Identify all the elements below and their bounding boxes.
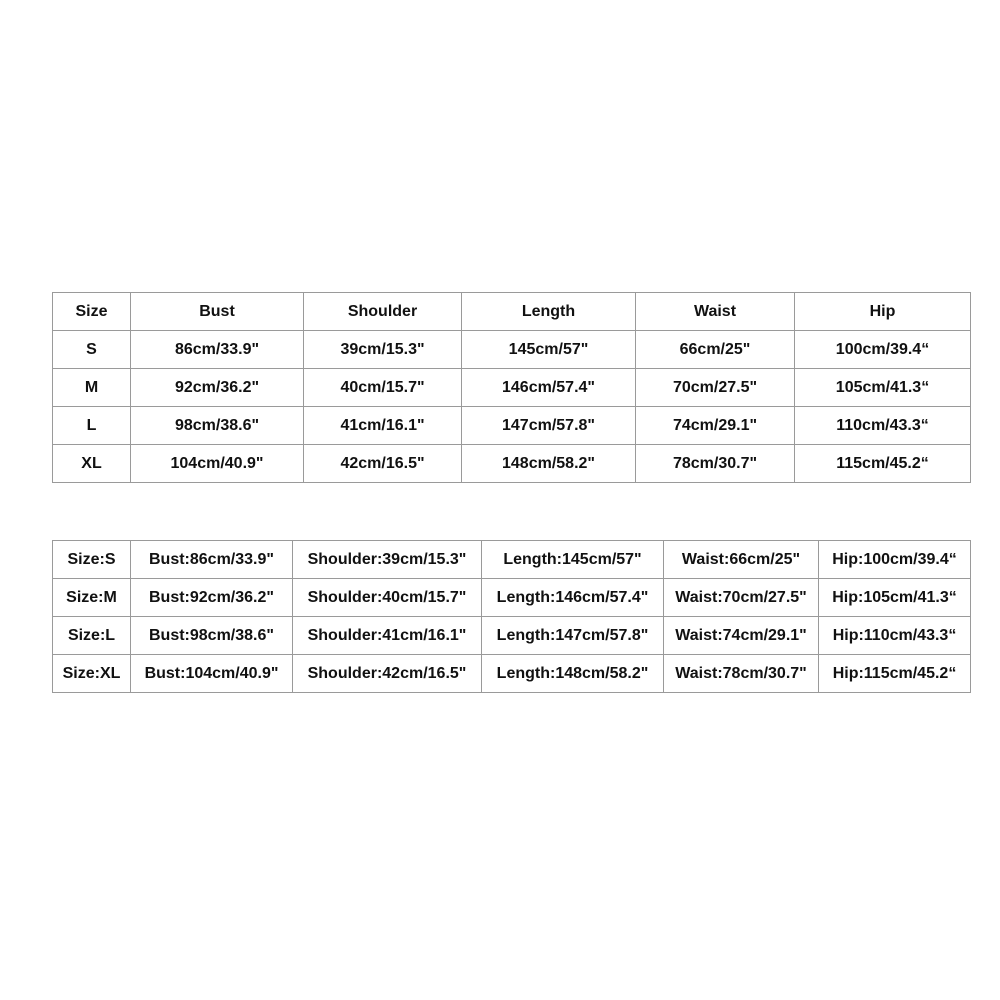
waist-cell: 70cm/27.5" (636, 369, 795, 407)
table-row (53, 655, 971, 693)
length-cell: 148cm/58.2" (462, 445, 636, 483)
header-waist: Waist (636, 293, 795, 331)
size-cell: Size:S (53, 541, 131, 579)
table-row (53, 541, 971, 579)
header-bust: Bust (131, 293, 304, 331)
table-row (53, 579, 971, 617)
size-cell: Size:XL (53, 655, 131, 693)
shoulder-cell: 42cm/16.5" (304, 445, 462, 483)
bust-cell: Bust:98cm/38.6" (131, 617, 293, 655)
length-cell: 145cm/57" (462, 331, 636, 369)
waist-cell: Waist:74cm/29.1" (664, 617, 819, 655)
table-row (53, 369, 971, 407)
header-hip: Hip (795, 293, 971, 331)
hip-cell: Hip:100cm/39.4“ (819, 541, 971, 579)
table-row (53, 407, 971, 445)
shoulder-cell: Shoulder:42cm/16.5" (293, 655, 482, 693)
size-cell: Size:L (53, 617, 131, 655)
waist-cell: 74cm/29.1" (636, 407, 795, 445)
hip-cell: Hip:105cm/41.3“ (819, 579, 971, 617)
bust-cell: 104cm/40.9" (131, 445, 304, 483)
size-cell: XL (53, 445, 131, 483)
hip-cell: Hip:115cm/45.2“ (819, 655, 971, 693)
size-cell: M (53, 369, 131, 407)
length-cell: Length:148cm/58.2" (482, 655, 664, 693)
length-cell: 147cm/57.8" (462, 407, 636, 445)
length-cell: Length:146cm/57.4" (482, 579, 664, 617)
bust-cell: Bust:92cm/36.2" (131, 579, 293, 617)
bust-cell: Bust:104cm/40.9" (131, 655, 293, 693)
length-cell: 146cm/57.4" (462, 369, 636, 407)
header-size: Size (53, 293, 131, 331)
shoulder-cell: 39cm/15.3" (304, 331, 462, 369)
hip-cell: 105cm/41.3“ (795, 369, 971, 407)
shoulder-cell: Shoulder:41cm/16.1" (293, 617, 482, 655)
size-chart-table (52, 292, 971, 483)
waist-cell: Waist:66cm/25" (664, 541, 819, 579)
table-row (53, 445, 971, 483)
length-cell: Length:147cm/57.8" (482, 617, 664, 655)
waist-cell: Waist:78cm/30.7" (664, 655, 819, 693)
waist-cell: Waist:70cm/27.5" (664, 579, 819, 617)
size-cell: L (53, 407, 131, 445)
shoulder-cell: Shoulder:40cm/15.7" (293, 579, 482, 617)
bust-cell: 86cm/33.9" (131, 331, 304, 369)
hip-cell: 115cm/45.2“ (795, 445, 971, 483)
bust-cell: 92cm/36.2" (131, 369, 304, 407)
table-header-row (53, 293, 971, 331)
size-cell: S (53, 331, 131, 369)
hip-cell: Hip:110cm/43.3“ (819, 617, 971, 655)
table-row (53, 617, 971, 655)
shoulder-cell: Shoulder:39cm/15.3" (293, 541, 482, 579)
hip-cell: 110cm/43.3“ (795, 407, 971, 445)
length-cell: Length:145cm/57" (482, 541, 664, 579)
shoulder-cell: 40cm/15.7" (304, 369, 462, 407)
table-row (53, 331, 971, 369)
header-shoulder: Shoulder (304, 293, 462, 331)
size-chart-inline-table (52, 540, 971, 693)
bust-cell: 98cm/38.6" (131, 407, 304, 445)
bust-cell: Bust:86cm/33.9" (131, 541, 293, 579)
shoulder-cell: 41cm/16.1" (304, 407, 462, 445)
hip-cell: 100cm/39.4“ (795, 331, 971, 369)
size-cell: Size:M (53, 579, 131, 617)
waist-cell: 66cm/25" (636, 331, 795, 369)
header-length: Length (462, 293, 636, 331)
waist-cell: 78cm/30.7" (636, 445, 795, 483)
